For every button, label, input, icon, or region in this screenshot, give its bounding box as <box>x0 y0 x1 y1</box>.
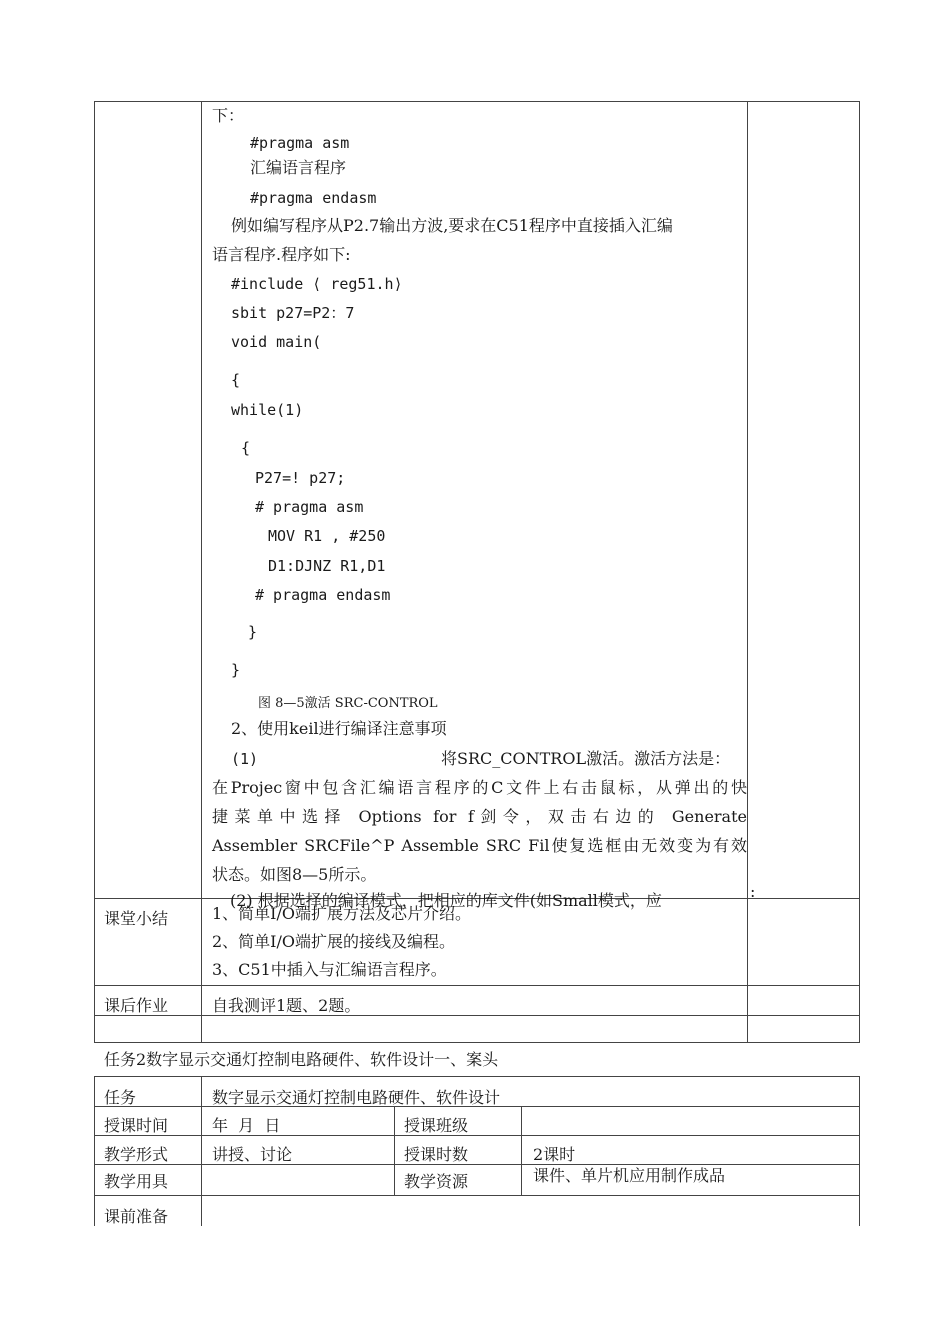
code-line: } <box>248 623 258 641</box>
paragraph-line: 在Projec窗中包含汇编语言程序的C文件上右击鼠标，从弹出的快 <box>212 778 747 797</box>
code-line: #pragma asm <box>250 134 350 152</box>
class-label: 授课班级 <box>404 1116 469 1135</box>
hours-label: 授课时数 <box>404 1145 469 1164</box>
step-number: (1) <box>231 750 259 768</box>
homework-text: 自我测评1题、2题。 <box>212 996 361 1015</box>
task-label: 任务 <box>104 1088 137 1107</box>
resources-value: 课件、单片机应用制作成品 <box>533 1166 726 1185</box>
code-line: 语言程序.程序如下: <box>212 245 351 264</box>
form-label: 教学形式 <box>104 1145 169 1164</box>
hours-value: 2课时 <box>533 1145 576 1164</box>
edge-mark: : <box>750 882 756 901</box>
summary-label: 课堂小结 <box>104 909 169 928</box>
code-line: D1:DJNZ R1,D1 <box>268 557 386 575</box>
prep-cell <box>104 1204 194 1226</box>
step-text: 将SRC_CONTROL激活。激活方法是： <box>441 749 731 768</box>
code-line: { <box>241 439 251 457</box>
prep-label: 课前准备 <box>104 1207 169 1226</box>
code-line: while(1) <box>231 401 304 419</box>
code-line: 汇编语言程序 <box>250 158 347 177</box>
code-line: #include ⟨ reg51.h⟩ <box>231 275 403 293</box>
tools-label: 教学用具 <box>104 1172 169 1191</box>
time-label: 授课时间 <box>104 1116 169 1135</box>
code-line: # pragma endasm <box>255 586 391 604</box>
resources-label: 教学资源 <box>404 1172 469 1191</box>
summary-item: 2、简单I/O端扩展的接线及编程。 <box>212 932 456 951</box>
code-line: 下： <box>212 106 245 125</box>
form-value: 讲授、讨论 <box>212 1145 293 1164</box>
code-line: sbit p27=P2：7 <box>231 304 355 322</box>
task-value: 数字显示交通灯控制电路硬件、软件设计 <box>212 1088 501 1107</box>
notes-heading: 2、使用keil进行编译注意事项 <box>231 719 447 738</box>
summary-item: 3、C51中插入与汇编语言程序。 <box>212 960 447 979</box>
paragraph-line: 状态。如图8—5所示。 <box>212 865 377 884</box>
section-title: 任务2数字显示交通灯控制电路硬件、软件设计一、案头 <box>104 1050 499 1069</box>
summary-item: 1、简单I/O端扩展方法及芯片介绍。 <box>212 904 472 923</box>
time-value: 年 月 日 <box>212 1116 281 1135</box>
code-line: P27=! p27; <box>255 469 346 487</box>
paragraph-line: Assembler SRCFile^P Assemble SRC Fil使复选框由无效变为有效 <box>212 836 747 855</box>
code-line: MOV R1 , #250 <box>268 527 386 545</box>
code-line: #pragma endasm <box>250 189 377 207</box>
code-line: } <box>231 661 241 679</box>
code-line: void main( <box>231 333 322 351</box>
code-line: { <box>231 371 241 389</box>
code-line: # pragma asm <box>255 498 364 516</box>
code-line: 例如编写程序从P2.7输出方波,要求在C51程序中直接插入汇编 <box>231 216 673 235</box>
figure-caption: 图 8—5激活 SRC-CONTROL <box>258 696 438 711</box>
paragraph-line: 捷菜单中选择 Options for f剑令，双击右边的 Generate <box>212 807 747 826</box>
homework-label: 课后作业 <box>104 996 169 1015</box>
clipped-line: (2) 根据选择的编译模式，把相应的库文件(如Small模式，应 <box>230 891 662 910</box>
